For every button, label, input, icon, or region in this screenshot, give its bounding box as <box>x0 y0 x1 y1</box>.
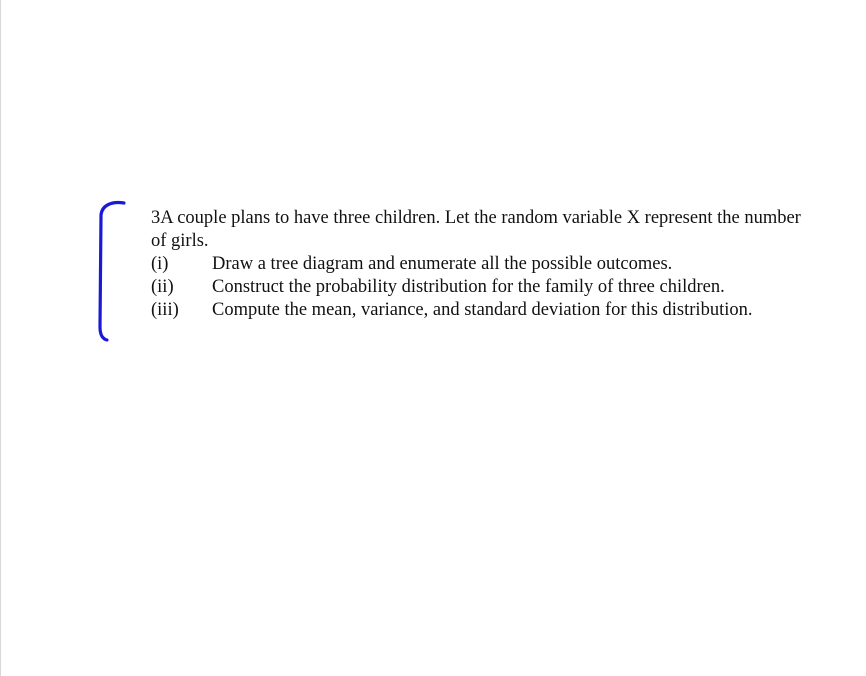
item-text: Draw a tree diagram and enumerate all the possible outcomes. <box>212 254 673 274</box>
item-text: Compute the mean, variance, and standard deviation for this distribution. <box>212 300 753 320</box>
question-stem-line-2: of girls. <box>151 231 209 251</box>
question-item-ii <box>151 276 866 299</box>
left-bracket-icon <box>90 195 130 345</box>
item-text: Construct the probability distribution for the family of three children. <box>212 277 725 297</box>
item-number: (ii) <box>151 277 174 297</box>
item-number: (iii) <box>151 300 179 320</box>
question-stem-line-1: 3A couple plans to have three children. Let the random variable X represent the number <box>151 208 801 228</box>
question-item-iii <box>151 299 866 322</box>
item-number: (i) <box>151 254 169 274</box>
question-block <box>151 207 866 322</box>
page-edge-divider <box>0 0 1 676</box>
question-item-i <box>151 253 866 276</box>
